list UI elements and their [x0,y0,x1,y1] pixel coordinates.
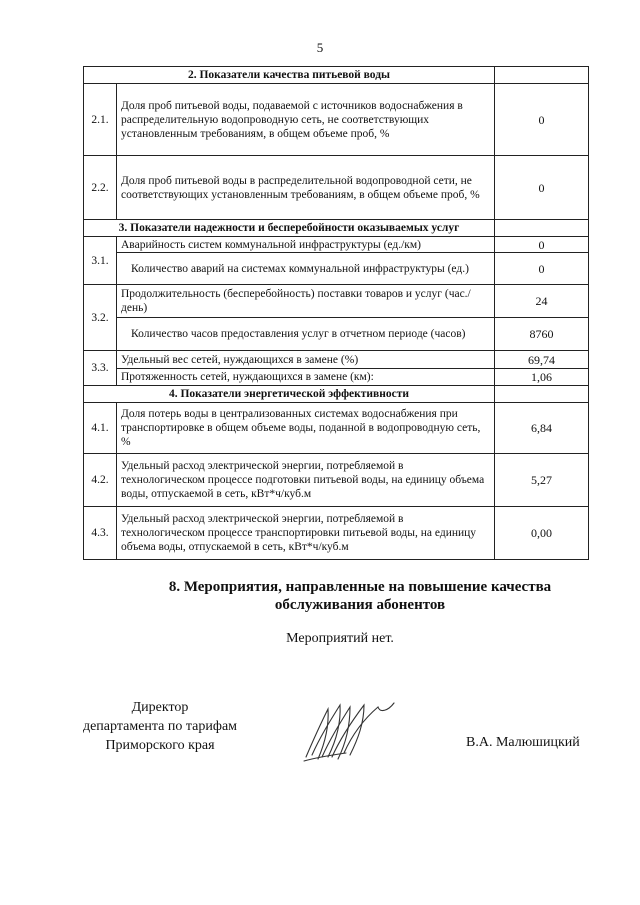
signatory-title-line: Директор [131,700,189,715]
row-value: 6,84 [495,403,589,454]
row-value: 0,00 [495,507,589,560]
row-description: Количество часов предоставления услуг в отчетном периоде (часов) [117,318,495,351]
measures-text: Мероприятий нет. [286,631,394,646]
indicators-table [83,66,589,560]
row-description: Протяженность сетей, нуждающихся в замене (км): [117,369,495,386]
row-description: Аварийность систем коммунальной инфраструктуры (ед./км) [117,237,495,253]
row-description: Доля потерь воды в централизованных системах водоснабжения при транспортировке в общем объеме воды, поданной в водопроводную сеть, % [117,403,495,454]
row-description: Удельный вес сетей, нуждающихся в замене (%) [117,351,495,369]
signatory-name: В.А. Малюшицкий [466,735,580,750]
row-description: Удельный расход электрической энергии, потребляемой в технологическом процессе подготовки питьевой воды, на единицу объема воды, отпускаемой в сеть, кВт*ч/куб.м [117,454,495,507]
row-value: 0 [495,84,589,156]
signatory-title-line: департамента по тарифам [82,719,238,734]
empty-cell [495,67,589,84]
row-number: 2.2. [84,156,117,220]
row-number: 3.3. [84,351,117,386]
row-number: 2.1. [84,84,117,156]
row-number: 3.2. [84,285,117,351]
measures-heading-line: 8. Мероприятия, направленные на повышение качества [168,579,552,595]
handwritten-signature [298,695,398,770]
row-value: 69,74 [495,351,589,369]
row-value: 0 [495,237,589,253]
row-description: Количество аварий на системах коммунальной инфраструктуры (ед.) [117,253,495,285]
row-number: 4.2. [84,454,117,507]
section-2-title: 2. Показатели качества питьевой воды [84,67,495,84]
section-4-title: 4. Показатели энергетической эффективности [84,386,495,403]
row-value: 0 [495,253,589,285]
page-number: 5 [316,40,324,55]
row-number: 4.1. [84,403,117,454]
signatory-title-line: Приморского края [105,738,215,753]
row-description: Доля проб питьевой воды в распределительной водопроводной сети, не соответствующих установленным требованиям, в общем объеме проб, % [117,156,495,220]
section-3-title: 3. Показатели надежности и бесперебойности оказываемых услуг [84,220,495,237]
empty-cell [495,220,589,237]
row-description: Удельный расход электрической энергии, потребляемой в технологическом процессе транспортировки питьевой воды, на единицу объема воды, отпускаемой в сеть, кВт*ч/куб.м [117,507,495,560]
row-value: 8760 [495,318,589,351]
signatory-title [55,698,265,755]
empty-cell [495,386,589,403]
row-number: 3.1. [84,237,117,285]
row-description: Продолжительность (бесперебойность) поставки товаров и услуг (час./день) [117,285,495,318]
row-number: 4.3. [84,507,117,560]
row-value: 24 [495,285,589,318]
row-value: 0 [495,156,589,220]
measures-heading [0,578,640,614]
measures-heading-line: обслуживания абонентов [274,597,446,613]
row-description: Доля проб питьевой воды, подаваемой с источников водоснабжения в распределительную водопроводную сеть, не соответствующих установленным требованиям, в общем объеме проб, % [117,84,495,156]
row-value: 1,06 [495,369,589,386]
row-value: 5,27 [495,454,589,507]
